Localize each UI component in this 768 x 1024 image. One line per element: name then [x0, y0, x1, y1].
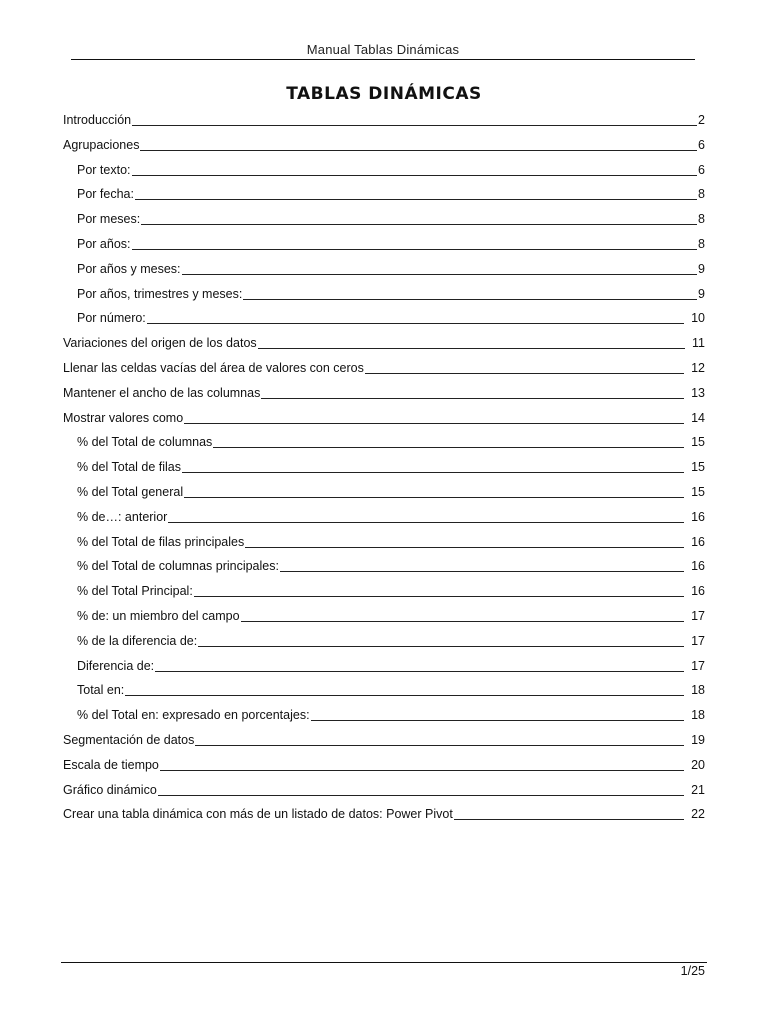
toc-entry[interactable]	[63, 733, 705, 758]
toc-entry-page: 14	[691, 410, 705, 425]
toc-entry[interactable]	[63, 758, 705, 783]
toc-entry[interactable]	[63, 311, 705, 336]
toc-leader-line	[132, 175, 698, 176]
page-number: 1/25	[680, 964, 705, 978]
toc-entry-page: 6	[698, 137, 705, 152]
toc-entry-page: 16	[691, 509, 705, 524]
toc-leader-line	[155, 671, 684, 672]
toc-entry-label: Por años, trimestres y meses:	[77, 286, 243, 301]
toc-entry-label: % del Total de filas principales	[77, 534, 245, 549]
toc-entry-page: 22	[691, 807, 705, 822]
toc-entry-page: 16	[691, 584, 705, 599]
toc-entry-page: 9	[698, 286, 705, 301]
toc-leader-line	[125, 695, 684, 696]
toc-entry[interactable]	[63, 708, 705, 733]
toc-entry-label: % de: un miembro del campo	[77, 608, 240, 623]
toc-entry-page: 8	[698, 212, 705, 227]
toc-entry-label: Mostrar valores como	[63, 410, 184, 425]
toc-leader-line	[140, 150, 697, 151]
toc-entry-page: 6	[698, 162, 705, 177]
toc-entry-page: 15	[691, 435, 705, 450]
toc-leader-line	[261, 398, 684, 399]
toc-entry-label: Por meses:	[77, 212, 141, 227]
toc-entry[interactable]	[63, 361, 705, 386]
toc-entry-label: Total en:	[77, 683, 125, 698]
toc-leader-line	[132, 125, 697, 126]
toc-leader-line	[454, 819, 684, 820]
toc-entry[interactable]	[63, 460, 705, 485]
toc-leader-line	[135, 199, 697, 200]
toc-entry-page: 8	[698, 236, 705, 251]
toc-entry[interactable]	[63, 212, 705, 237]
toc-leader-line	[182, 472, 684, 473]
toc-entry[interactable]	[63, 634, 705, 659]
toc-leader-line	[258, 348, 685, 349]
toc-entry-label: % del Total de filas	[77, 460, 181, 475]
toc-entry-label: Variaciones del origen de los datos	[63, 336, 257, 351]
toc-leader-line	[160, 770, 684, 771]
toc-leader-line	[184, 497, 684, 498]
toc-entry-label: % del Total en: expresado en porcentajes:	[77, 708, 310, 723]
toc-leader-line	[195, 745, 684, 746]
toc-leader-line	[280, 571, 684, 572]
toc-leader-line	[141, 224, 697, 225]
toc-entry-page: 10	[691, 311, 705, 326]
running-header: Manual Tablas Dinámicas	[306, 42, 460, 57]
toc-entry[interactable]	[63, 609, 705, 634]
toc-entry[interactable]	[63, 485, 705, 510]
footer-divider	[61, 962, 707, 963]
toc-entry-label: Segmentación de datos	[63, 732, 195, 747]
toc-entry[interactable]	[63, 287, 705, 312]
toc-entry-page: 9	[698, 261, 705, 276]
toc-entry-label: Por número:	[77, 311, 146, 326]
toc-entry-label: Gráfico dinámico	[63, 782, 157, 797]
toc-leader-line	[245, 547, 684, 548]
header-divider	[71, 59, 695, 60]
toc-entry-label: Por texto:	[77, 162, 131, 177]
toc-entry-page: 17	[691, 608, 705, 623]
toc-leader-line	[311, 720, 685, 721]
toc-entry-label: Llenar las celdas vacías del área de valores con ceros	[63, 360, 364, 375]
toc-entry[interactable]	[63, 163, 705, 188]
table-of-contents	[63, 113, 705, 832]
toc-entry-page: 12	[691, 360, 705, 375]
toc-entry[interactable]	[63, 113, 705, 138]
toc-entry-label: % del Total general	[77, 484, 184, 499]
toc-leader-line	[132, 249, 698, 250]
toc-entry[interactable]	[63, 262, 705, 287]
toc-leader-line	[168, 522, 684, 523]
toc-entry-label: Agrupaciones	[63, 137, 140, 152]
toc-entry-label: Introducción	[63, 113, 132, 127]
toc-entry-page: 19	[691, 732, 705, 747]
toc-entry[interactable]	[63, 336, 705, 361]
toc-entry[interactable]	[63, 535, 705, 560]
toc-entry[interactable]	[63, 584, 705, 609]
toc-entry-label: Diferencia de:	[77, 658, 155, 673]
toc-entry-label: Por fecha:	[77, 187, 134, 202]
toc-entry-page: 20	[691, 757, 705, 772]
toc-leader-line	[198, 646, 684, 647]
toc-entry[interactable]	[63, 659, 705, 684]
toc-entry-label: % del Total de columnas	[77, 435, 213, 450]
toc-entry[interactable]	[63, 807, 705, 832]
toc-entry-label: % del Total de columnas principales:	[77, 559, 279, 574]
toc-entry-label: Crear una tabla dinámica con más de un listado de datos: Power Pivot	[63, 807, 453, 822]
toc-entry-label: % de…: anterior	[77, 509, 168, 524]
toc-entry[interactable]	[63, 510, 705, 535]
toc-entry[interactable]	[63, 559, 705, 584]
toc-entry-page: 15	[691, 460, 705, 475]
toc-leader-line	[184, 423, 684, 424]
toc-entry-label: Por años y meses:	[77, 261, 181, 276]
toc-leader-line	[182, 274, 698, 275]
toc-leader-line	[194, 596, 684, 597]
toc-leader-line	[158, 795, 684, 796]
toc-entry[interactable]	[63, 386, 705, 411]
toc-entry[interactable]	[63, 411, 705, 436]
toc-entry-page: 17	[691, 633, 705, 648]
toc-entry-page: 16	[691, 559, 705, 574]
toc-entry-page: 8	[698, 187, 705, 202]
toc-entry-label: Escala de tiempo	[63, 757, 159, 772]
toc-leader-line	[241, 621, 685, 622]
toc-entry[interactable]	[63, 435, 705, 460]
toc-entry-page: 13	[691, 385, 705, 400]
toc-entry-page: 15	[691, 484, 705, 499]
toc-entry[interactable]	[63, 783, 705, 808]
toc-leader-line	[365, 373, 684, 374]
toc-entry-label: Por años:	[77, 236, 131, 251]
toc-entry[interactable]	[63, 237, 705, 262]
toc-entry-page: 16	[691, 534, 705, 549]
toc-entry-page: 18	[691, 683, 705, 698]
toc-entry[interactable]	[63, 683, 705, 708]
toc-leader-line	[213, 447, 684, 448]
toc-entry[interactable]	[63, 187, 705, 212]
toc-entry-page: 21	[691, 782, 705, 797]
toc-leader-line	[243, 299, 697, 300]
toc-entry-label: % de la diferencia de:	[77, 633, 198, 648]
toc-entry-page: 11	[692, 336, 705, 351]
toc-entry-page: 2	[698, 113, 705, 127]
toc-leader-line	[147, 323, 684, 324]
toc-entry[interactable]	[63, 138, 705, 163]
toc-entry-page: 18	[691, 708, 705, 723]
page-title: TABLAS DINÁMICAS	[286, 84, 482, 104]
toc-entry-page: 17	[691, 658, 705, 673]
toc-entry-label: Mantener el ancho de las columnas	[63, 385, 261, 400]
toc-entry-label: % del Total Principal:	[77, 584, 193, 599]
